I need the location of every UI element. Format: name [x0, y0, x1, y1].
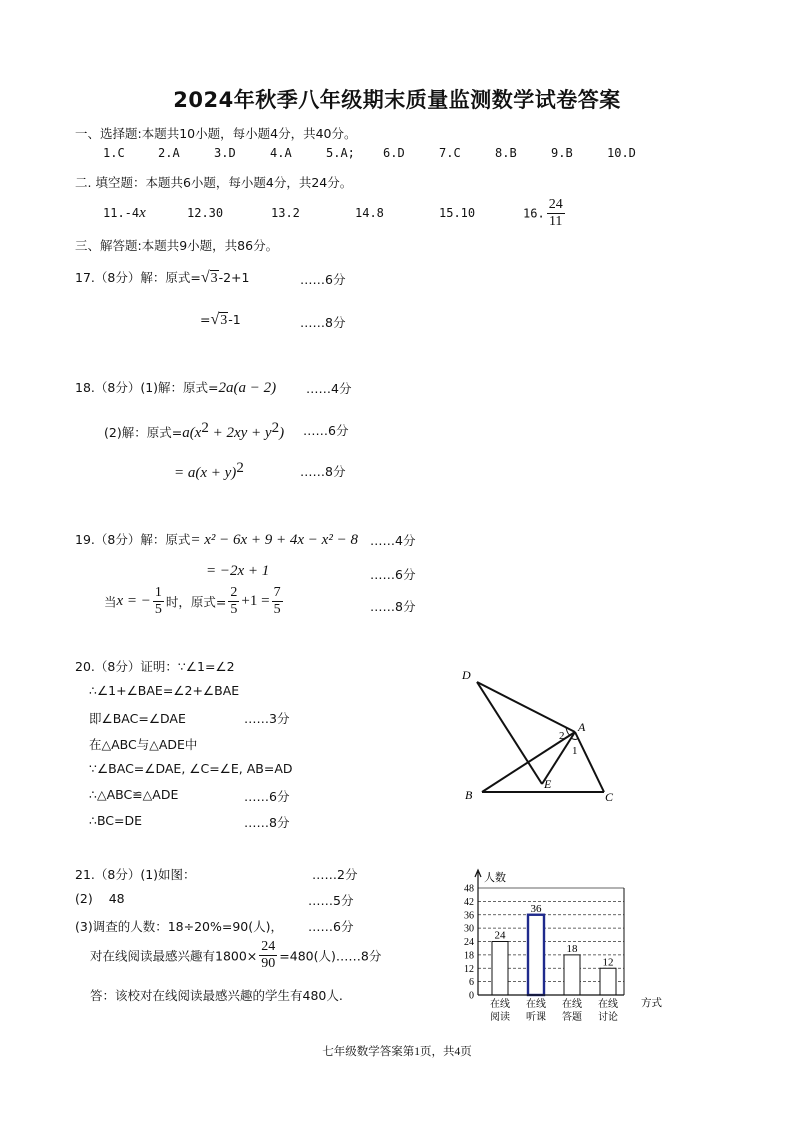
- fraction-numerator: 2: [230, 585, 238, 600]
- q21-score3: ……6分: [308, 919, 354, 934]
- q17-lead: 17.（8分）解：原式=: [75, 270, 201, 285]
- bar-value-label: 36: [530, 902, 542, 915]
- q21-line3: (3)调查的人数：18÷20%=90(人)，: [75, 919, 284, 934]
- bar-value-label: 18: [566, 942, 578, 955]
- q20-line3: 即∠BAC=∠DAE: [89, 711, 186, 726]
- q21-line2-value: 48: [108, 891, 125, 906]
- q20-line4: 在△ABC与△ADE中: [89, 737, 198, 752]
- y-tick-label: 12: [464, 963, 474, 975]
- page-footer: 七年级数学答案第1页，共4页: [322, 1046, 472, 1058]
- q19-shi: 时，原式=: [165, 594, 227, 610]
- y-tick-label: 36: [464, 910, 474, 922]
- fraction-numerator: 24: [261, 939, 276, 954]
- s1-answer: 2.A: [158, 146, 180, 160]
- fraction-denominator: 11: [548, 214, 563, 229]
- q19-line2: [206, 563, 269, 580]
- q19-expr1: = x² − 6x + 9 + 4x − x² − 8: [190, 532, 358, 548]
- fraction-denominator: 90: [261, 956, 276, 971]
- s2-answer-16-prefix: 16.: [523, 206, 545, 221]
- fraction-numerator: 1: [154, 585, 162, 600]
- q19-score2: ……6分: [370, 567, 416, 582]
- x-tick-label: 听课: [526, 1012, 546, 1023]
- q18-line3: = $a(x + y)^2$: [174, 460, 244, 482]
- q18-expr2c: ): [279, 425, 285, 442]
- y-tick-label: 0: [469, 990, 474, 1002]
- q19-line3: [104, 586, 285, 617]
- x-tick-label: 讨论: [598, 1012, 618, 1023]
- q20-score2: ……6分: [244, 789, 290, 804]
- x-tick-label: 在线: [490, 999, 510, 1010]
- q21-line4-tail: =480(人)……8分: [279, 948, 382, 964]
- q17-line2-eq: =: [200, 312, 211, 327]
- q21-answer: 答：该校对在线阅读最感兴趣的学生有480人.: [90, 988, 343, 1003]
- s2-answer-14: 14.8: [355, 206, 384, 220]
- q20-line2: ∴∠1+∠BAE=∠2+∠BAE: [89, 683, 240, 698]
- bar: [564, 955, 580, 995]
- y-tick-label: 24: [464, 937, 474, 948]
- q21-score2: ……5分: [308, 893, 354, 908]
- q18-expr2b: + 2xy + y: [208, 425, 272, 442]
- y-tick-label: 48: [464, 883, 474, 895]
- segment-AC: [575, 732, 604, 792]
- q19-fraction-3: [272, 586, 283, 617]
- s1-answer: 3.D: [214, 146, 236, 160]
- s2-answer-16: [523, 198, 567, 229]
- q18-score3: ……8分: [300, 464, 346, 479]
- fraction-numerator: 24: [548, 197, 563, 212]
- bar-value-label: 12: [602, 956, 614, 969]
- y-tick-label: 30: [464, 923, 474, 935]
- q18-line1: [75, 378, 276, 397]
- q21-line4: [90, 940, 381, 971]
- s1-answer: 9.B: [551, 146, 573, 160]
- s2-answer-11: [103, 205, 146, 222]
- page-title: 2024年秋季八年级期末质量监测数学试卷答案: [173, 88, 621, 112]
- bar: [492, 942, 508, 996]
- q21-score1: ……2分: [312, 867, 358, 882]
- q19-score3: ……8分: [370, 599, 416, 614]
- s1-answer: 1.C: [103, 146, 125, 160]
- q19-xeq: x = −: [116, 593, 151, 609]
- q19-plus: +1 =: [241, 593, 270, 609]
- label-D: D: [462, 668, 471, 682]
- s1-answer: 5.A;: [326, 146, 355, 160]
- fraction-denominator: 5: [230, 602, 238, 617]
- y-tick-label: 42: [464, 896, 474, 908]
- q20-score3: ……8分: [244, 815, 290, 830]
- s2-answer-16-fraction: [547, 198, 565, 229]
- sqrt-sign: √: [210, 311, 220, 328]
- s1-answer: 4.A: [270, 146, 292, 160]
- q17-radicand: 3: [210, 271, 218, 286]
- y-axis-label: 人数: [484, 872, 506, 884]
- q18-lead: 18.（8分）(1)解：原式=: [75, 380, 219, 395]
- bar-value-label: 24: [494, 929, 506, 942]
- s1-answer: 7.C: [439, 146, 461, 160]
- x-tick-label: 在线: [598, 999, 618, 1010]
- label-A: A: [578, 720, 586, 734]
- bar: [528, 915, 544, 995]
- s1-answer: 6.D: [383, 146, 405, 160]
- q17-tail: -2+1: [218, 270, 250, 285]
- q21-line2-label: (2): [75, 891, 93, 906]
- q19-fraction-1: [153, 586, 164, 617]
- y-tick-label: 6: [469, 977, 474, 989]
- label-angle-1: 1: [572, 745, 578, 757]
- q17-line2-radicand: 3: [220, 313, 228, 328]
- s2-answer-12: 12.30: [187, 206, 224, 220]
- x-tick-label: 答题: [562, 1012, 582, 1023]
- q18-expr1: 2a(a − 2): [218, 380, 277, 396]
- fraction-denominator: 5: [273, 602, 281, 617]
- sqrt-sign: √: [200, 269, 210, 286]
- q18-score1: ……4分: [306, 381, 352, 396]
- section1-heading: 一、选择题:本题共10小题，每小题4分，共40分。: [75, 126, 357, 141]
- fraction-denominator: 5: [154, 602, 162, 617]
- x-axis-label: 方式: [641, 998, 662, 1009]
- s1-answer: 8.B: [495, 146, 517, 160]
- q17-line1: [75, 268, 249, 287]
- q19-when: 当: [104, 594, 117, 610]
- s1-answer: 10.D: [607, 146, 636, 160]
- x-tick-label: 阅读: [490, 1012, 510, 1023]
- q20-score1: ……3分: [244, 711, 290, 726]
- x-tick-label: 在线: [562, 999, 582, 1010]
- q18-expr2a: a(x: [182, 425, 202, 442]
- label-B: B: [465, 788, 473, 802]
- q19-lead: 19.（8分）解：原式: [75, 532, 191, 547]
- q19-score1: ……4分: [370, 533, 416, 548]
- q20-line1: 20.（8分）证明：∵∠1=∠2: [75, 659, 235, 674]
- segment-DE: [477, 682, 542, 784]
- label-C: C: [605, 790, 614, 804]
- section2-heading: 二. 填空题：本题共6小题，每小题4分，共24分。: [75, 175, 353, 190]
- q17-score1: ……6分: [300, 272, 346, 287]
- q21-line2: [75, 891, 125, 906]
- q18-expr3: = a(x + y): [174, 465, 237, 482]
- triangle-figure: [455, 665, 625, 810]
- q18-line2: (2)解：原式$=a(x^2 + 2xy + y^2)$: [104, 420, 285, 442]
- s2-answer-11-prefix: 11.-4: [103, 206, 140, 220]
- q17-line2-tail: -1: [228, 312, 241, 327]
- y-tick-label: 18: [464, 950, 474, 962]
- s2-answer-11-var: x: [139, 205, 146, 221]
- q18-score2: ……6分: [303, 423, 349, 438]
- q21-line4-lead: 对在线阅读最感兴趣有1800×: [90, 948, 258, 964]
- q18-lead2: (2)解：原式=: [104, 425, 183, 441]
- q19-fraction-2: [228, 586, 239, 617]
- q20-line7: ∴BC=DE: [89, 813, 143, 828]
- q21-line1: 21.（8分）(1)如图：: [75, 867, 196, 882]
- q19-line1: [75, 530, 358, 549]
- fraction-numerator: 7: [273, 585, 281, 600]
- s2-answer-15: 15.10: [439, 206, 476, 220]
- s2-answer-13: 13.2: [271, 206, 300, 220]
- bar-chart: [448, 868, 670, 1024]
- segment-DA: [477, 682, 575, 732]
- q17-score2: ……8分: [300, 315, 346, 330]
- q17-line2: [200, 311, 241, 329]
- section3-heading: 三、解答题:本题共9小题，共86分。: [75, 238, 279, 253]
- q20-line6: ∴△ABC≌△ADE: [89, 787, 179, 802]
- q19-expr2: = −2x + 1: [206, 563, 270, 579]
- x-tick-label: 在线: [526, 999, 546, 1010]
- q21-fraction: [259, 940, 277, 971]
- bar: [600, 968, 616, 995]
- q20-line5: ∵∠BAC=∠DAE, ∠C=∠E, AB=AD: [89, 761, 293, 776]
- label-E: E: [544, 777, 552, 791]
- label-angle-2: 2: [559, 730, 565, 742]
